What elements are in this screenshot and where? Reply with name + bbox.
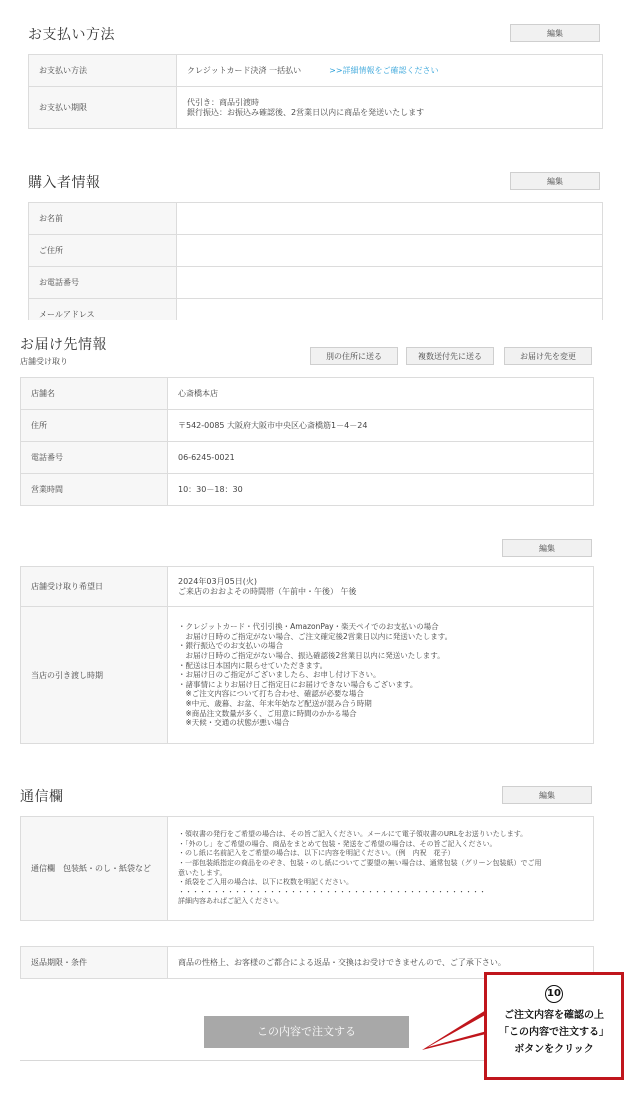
pickup-date-value: 2024年03月05日(火) ご来店のおおよその時間帯（午前中・午後） 午後 [168,567,594,607]
payment-section-title: お支払い方法 [28,27,115,43]
store-phone-value: 06-6245-0021 [168,442,594,474]
table-row [29,235,603,267]
message-section-title: 通信欄 [20,789,64,805]
table-row [21,474,594,506]
callout-arrow-inner [428,1014,487,1047]
buyer-name-label: お名前 [29,203,177,235]
table-row [29,55,603,87]
table-row [21,567,594,607]
store-name-label: 店舗名 [21,378,168,410]
pickup-date-label: 店舗受け取り希望日 [21,567,168,607]
payment-edit-button[interactable]: 編集 [510,24,600,42]
buyer-phone-label: お電話番号 [29,267,177,299]
buyer-address-label: ご住所 [29,235,177,267]
returns-label: 返品期限・条件 [21,947,168,979]
step-number-badge: 10 [545,985,563,1003]
store-hours-value: 10：30－18：30 [168,474,594,506]
payment-method-label: お支払い方法 [29,55,177,87]
handover-value: ・クレジットカード・代引引換・AmazonPay・楽天ペイでのお支払いの場合 お届け日時のご指定がない場合、ご注文確定後2営業日以内に発送いたします。 ・銀行振込でのお支払いの場合 お届け日時のご指定がない場合、振込確認後2営業日以内に発送いたします。 ・配送は日本国内に限らせていただきます。 ・お届け日のご指定がございましたら、お申し付け下さい。 ・諸事情によりお届け日ご指定日にお届けできない場合もございます。 ※ご注文内容について打ち合わせ、確認が必要な場合 ※中元、歳暮、お盆、年末年始など配送が混み合う時期 ※商品注文数量が多く、ご用意に時間のかかる場合 ※天候・交通の状態が悪い場合 [168,607,594,744]
buyer-edit-button[interactable]: 編集 [510,172,600,190]
delivery-section-title: お届け先情報 [20,337,107,353]
buyer-email-label: メールアドレス [29,299,177,321]
message-value: ・領収書の発行をご希望の場合は、その旨ご記入ください。メールにて電子領収書のURLをお送りいたします。 ・「外のし」をご希望の場合、商品をまとめて包装・発送をご希望の場合は、その旨ご記入ください。 ・のし紙に名前記入をご希望の場合は、以下に内容を明記ください。（例 内祝 花子） ・一部包装紙指定の商品をのぞき、包装・のし紙についてご要望の無い場合は、通常包装（グリーン包装紙）でご用 意いたします。 ・紙袋をご入用の場合は、以下に枚数を明記ください。 ・・・・・・・・・・・・・・・・・・・・・・・・・・・・・・・・・・・・・・・・・・・・ 詳細内容あればご記入ください。 [168,817,594,921]
payment-method-value: クレジットカード決済 一括払い [187,66,302,75]
buyer-section-title: 購入者情報 [28,175,101,191]
callout-line-1: ご注文内容を確認の上 [504,1010,604,1021]
message-table [20,816,594,921]
store-address-label: 住所 [21,410,168,442]
payment-table [28,54,603,129]
payment-method-cell [177,55,603,87]
store-address-value: 〒542-0085 大阪府大阪市中央区心斎橋筋1－4－24 [168,410,594,442]
buyer-table [28,202,603,320]
message-edit-button[interactable]: 編集 [502,786,592,804]
table-row [21,378,594,410]
table-row [21,607,594,744]
table-row [29,203,603,235]
send-other-address-button[interactable]: 別の住所に送る [310,347,398,365]
store-hours-label: 営業時間 [21,474,168,506]
buyer-table-viewport [28,202,604,320]
handover-label: 当店の引き渡し時期 [21,607,168,744]
returns-value: 商品の性格上、お客様のご都合による返品・交換はお受けできませんので、ご了承下さい。 [168,947,594,979]
delivery-table [20,377,594,506]
buyer-email-value [177,299,603,321]
buyer-address-value [177,235,603,267]
table-row [21,442,594,474]
payment-due-label: お支払い期限 [29,87,177,129]
store-name-value: 心斎橋本店 [168,378,594,410]
pickup-edit-button[interactable]: 編集 [502,539,592,557]
change-delivery-button[interactable]: お届け先を変更 [504,347,592,365]
table-row [29,267,603,299]
table-row [21,410,594,442]
callout-line-2: 「この内容で注文する」 [499,1027,609,1038]
payment-due-value: 代引き：商品引渡時 銀行振込：お振込み確認後、2営業日以内に商品を発送いたします [177,87,603,129]
table-row [29,299,603,321]
table-row [29,87,603,129]
pickup-table [20,566,594,744]
delivery-subtitle: 店舗受け取り [20,357,68,366]
place-order-button[interactable]: この内容で注文する [204,1016,409,1048]
table-row [21,817,594,921]
instruction-callout [484,972,624,1080]
payment-detail-link[interactable]: >>詳細情報をご確認ください [329,66,439,75]
buyer-phone-value [177,267,603,299]
send-multiple-button[interactable]: 複数送付先に送る [406,347,494,365]
callout-line-3: ボタンをクリック [514,1044,594,1055]
store-phone-label: 電話番号 [21,442,168,474]
message-label: 通信欄 包装紙・のし・紙袋など [21,817,168,921]
buyer-name-value [177,203,603,235]
